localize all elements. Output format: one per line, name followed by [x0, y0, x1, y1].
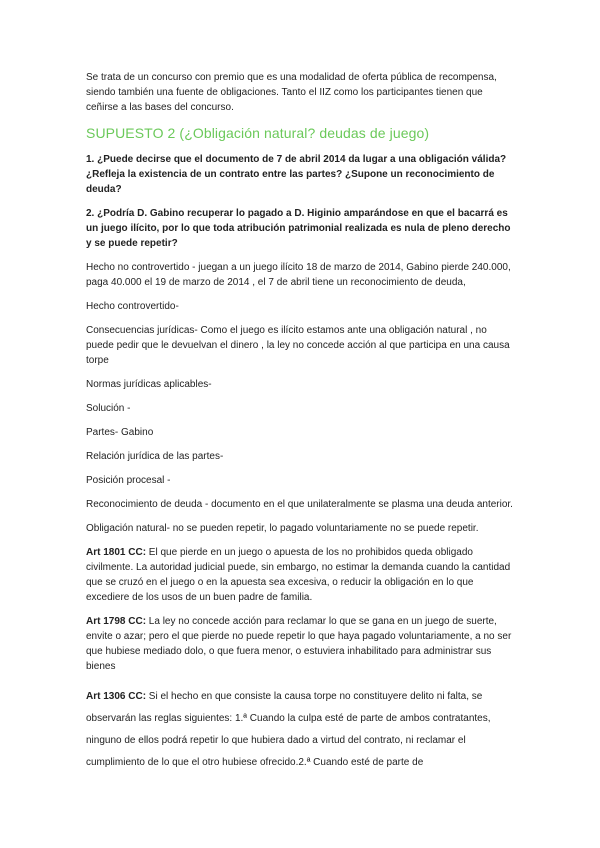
applicable-norms: Normas jurídicas aplicables- [86, 379, 212, 390]
fact-undisputed: Hecho no controvertido - juegan a un juego ilícito 18 de marzo de 2014, Gabino pierde 240.000, paga 40.000 el 19 de marzo de 2014 , el 7 de abril tiene un reconocimiento de deuda, [86, 262, 511, 288]
question-1: 1. ¿Puede decirse que el documento de 7 de abril 2014 da lugar a una obligación válida? ¿Refleja la existencia de un contrato entre las partes? ¿Supone un reconocimiento de deuda? [86, 154, 507, 195]
fact-disputed: Hecho controvertido- [86, 301, 179, 312]
parties: Partes- Gabino [86, 427, 154, 438]
article-ref: Art 1801 CC: [86, 547, 147, 558]
section-heading: SUPUESTO 2 (¿Obligación natural? deudas de juego) [86, 125, 430, 141]
debt-acknowledgement: Reconocimiento de deuda - documento en el que unilateralmente se plasma una deuda anterior. [86, 499, 513, 510]
procedural-position: Posición procesal - [86, 475, 171, 486]
article-1798 [86, 614, 514, 674]
natural-obligation: Obligación natural- no se pueden repetir, lo pagado voluntariamente no se puede repetir. [86, 523, 479, 534]
article-text: Si el hecho en que consiste la causa torpe no constituyere delito ni falta, se observarán las reglas siguientes: 1.ª Cuando la culpa esté de parte de ambos contratantes, ninguno de ellos podrá repetir lo que hubiera dado a virtud del contrato, ni reclamar el cumplimiento de lo que el otro hubiese ofrecido.2.ª Cuando esté de parte de [86, 691, 491, 768]
article-text: El que pierde en un juego o apuesta de los no prohibidos queda obligado civilmente. La autoridad judicial puede, sin embargo, no estimar la demanda cuando la cantidad que se cruzó en el juego o en la apuesta sea excesiva, o reducir la obligación en lo que excediere de los usos de un buen padre de familia. [86, 547, 511, 603]
intro-paragraph: Se trata de un concurso con premio que es una modalidad de oferta pública de recompensa, siendo también una fuente de obligaciones. Tanto el IIZ como los participantes tienen que ceñirse a las bases del concurso. [86, 72, 497, 113]
article-1801 [86, 545, 514, 605]
article-text: La ley no concede acción para reclamar lo que se gana en un juego de suerte, envite o azar; pero el que pierde no puede repetir lo que haya pagado voluntariamente, a no ser que hubiese mediado dolo, o que fuera menor, o estuviera inhabilitado para administrar sus bienes [86, 616, 512, 672]
legal-consequences: Consecuencias jurídicas- Como el juego es ilícito estamos ante una obligación natural , no puede pedir que le devuelvan el dinero , la ley no concede acción al que participa en una causa torpe [86, 325, 510, 366]
legal-relationship: Relación jurídica de las partes- [86, 451, 224, 462]
article-1306 [86, 686, 514, 774]
article-ref: Art 1306 CC: [86, 691, 147, 702]
solution: Solución - [86, 403, 131, 414]
question-2: 2. ¿Podría D. Gabino recuperar lo pagado a D. Higinio amparándose en que el bacarrá es un juego ilícito, por lo que toda atribución patrimonial realizada es nula de pleno derecho y se puede repetir? [86, 208, 511, 249]
article-ref: Art 1798 CC: [86, 616, 147, 627]
